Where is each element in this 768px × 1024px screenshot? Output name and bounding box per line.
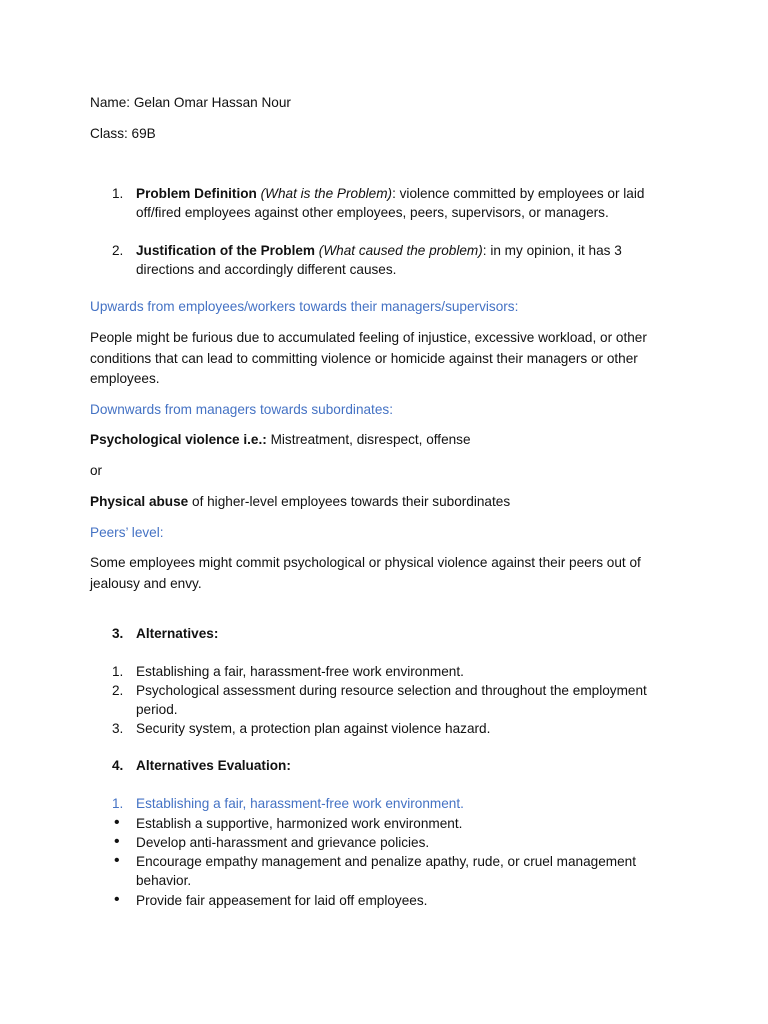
student-class: Class: 69B [90, 126, 156, 141]
student-name: Name: Gelan Omar Hassan Nour [90, 95, 291, 110]
bullet-item: • Establish a supportive, harmonized work environment. [114, 814, 463, 831]
problem-definition-qualifier: (What is the Problem) [260, 186, 393, 201]
peers-heading: Peers’ level: [90, 525, 164, 540]
physical-abuse: Physical abuse of higher-level employees towards their subordinates [90, 494, 511, 509]
problem-justification-label: Justification of the Problem [136, 243, 316, 258]
alternative-item: 2. Psychological assessment during resource selection and throughout the employment period. [112, 683, 647, 717]
list-number: 3. [112, 626, 124, 641]
upwards-heading: Upwards from employees/workers towards their managers/supervisors: [90, 299, 519, 314]
problem-definition-text: violence committed by employees or laid off/fired employees against other employees, peers, supervisors, or managers. [136, 186, 645, 220]
bullet-icon: • [114, 891, 120, 908]
bullet-item: • Develop anti-harassment and grievance policies. [114, 833, 430, 850]
alternative-item: 3. Security system, a protection plan against violence hazard. [112, 721, 491, 736]
alternatives-heading: 3. Alternatives: [112, 626, 219, 641]
bullet-item: • Encourage empathy management and penalize apathy, rude, or cruel management behavior. [114, 852, 637, 888]
problem-justification-text: in my opinion, it has 3 directions and accordingly different causes. [136, 243, 622, 277]
bullet-icon: • [114, 852, 120, 869]
problem-definition: 1. Problem Definition (What is the Problem): violence committed by employees or laid off/fired employees against other employees, peers, supervisors, or managers. [112, 186, 645, 220]
problem-definition-label: Problem Definition [136, 186, 257, 201]
downwards-heading: Downwards from managers towards subordinates: [90, 402, 393, 417]
peers-paragraph: Some employees might commit psychological or physical violence against their peers out of jealousy and envy. [90, 555, 641, 591]
bullet-icon: • [114, 814, 120, 831]
list-number: 2. [112, 243, 124, 258]
alternative-item: 1. Establishing a fair, harassment-free work environment. [112, 664, 464, 679]
problem-justification: 2. Justification of the Problem (What caused the problem): in my opinion, it has 3 directions and accordingly different causes. [112, 243, 622, 277]
list-number: 4. [112, 758, 124, 773]
list-number: 1. [112, 186, 124, 201]
or-text: or [90, 463, 103, 478]
psychological-violence: Psychological violence i.e.: Mistreatment, disrespect, offense [90, 432, 471, 447]
upwards-paragraph: People might be furious due to accumulated feeling of injustice, excessive workload, or other conditions that can lead to committing violence or homicide against their managers or other employees. [90, 330, 647, 386]
evaluation-subheading: 1. Establishing a fair, harassment-free work environment. [112, 796, 464, 811]
bullet-icon: • [114, 833, 120, 850]
bullet-item: • Provide fair appeasement for laid off employees. [114, 891, 428, 908]
alternatives-evaluation-heading: 4. Alternatives Evaluation: [112, 758, 291, 773]
problem-justification-qualifier: (What caused the problem) [318, 243, 483, 258]
